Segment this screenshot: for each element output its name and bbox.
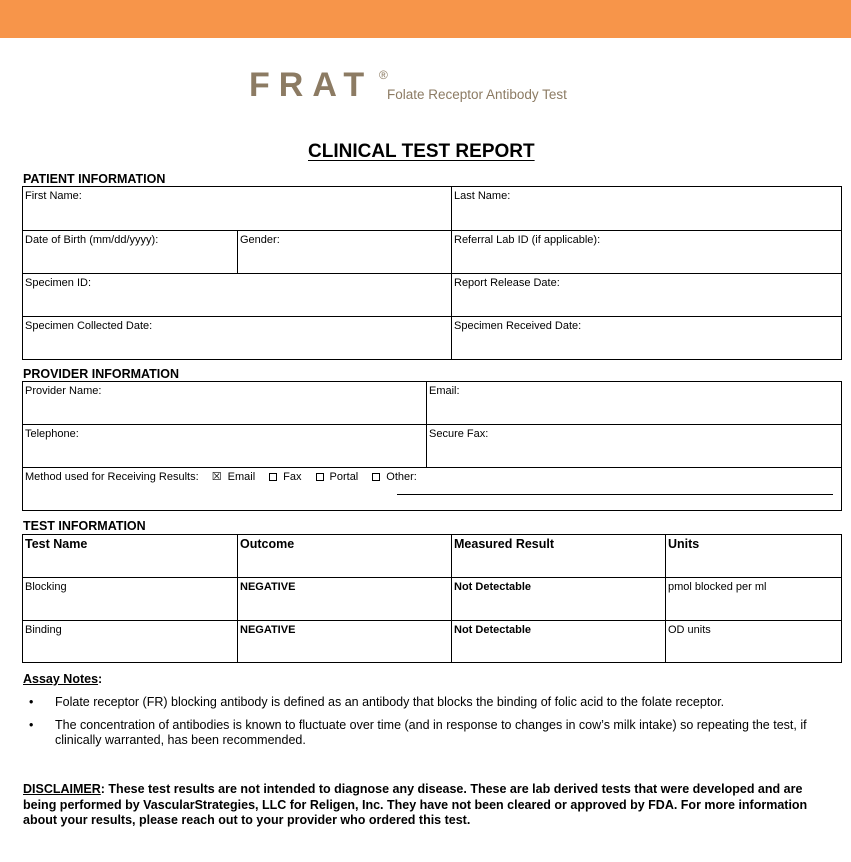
blocking-measured-result: Not Detectable [452,578,666,621]
method-option-fax[interactable] [269,471,301,483]
method-option-other[interactable] [372,471,417,483]
binding-test-name: Binding [23,621,238,663]
test-results-table [22,534,842,663]
first-name-field[interactable]: First Name: [23,187,452,231]
logo-registered-mark: ® [379,68,388,82]
report-release-date-field[interactable]: Report Release Date: [452,274,842,317]
assay-notes-colon: : [98,672,103,686]
portal-option-label: Portal [329,471,359,483]
gender-field[interactable]: Gender: [238,231,452,274]
logo-word: FRAT [249,66,374,104]
portal-checkbox[interactable] [316,473,324,481]
other-method-line[interactable] [397,494,833,495]
header-measured-result: Measured Result [452,535,666,578]
method-label: Method used for Receiving Results: [25,471,199,483]
logo-subtitle: Folate Receptor Antibody Test [387,87,567,102]
referral-lab-id-field[interactable]: Referral Lab ID (if applicable): [452,231,842,274]
binding-measured-result: Not Detectable [452,621,666,663]
fax-checkbox[interactable] [269,473,277,481]
last-name-field[interactable]: Last Name: [452,187,842,231]
method-option-email[interactable] [212,471,256,483]
binding-outcome: NEGATIVE [238,621,452,663]
other-checkbox[interactable] [372,473,380,481]
provider-table [22,381,842,511]
other-option-label: Other: [386,471,417,483]
dob-field[interactable]: Date of Birth (mm/dd/yyyy): [23,231,238,274]
list-item: • The concentration of antibodies is known to fluctuate over time (and in response to changes in cow’s milk intake) so repeating the test, if clinically warranted, has been recommended. [27,718,827,748]
disclaimer [23,782,838,829]
test-section-heading: TEST INFORMATION [23,519,146,533]
telephone-field[interactable]: Telephone: [23,425,427,468]
assay-notes-heading-text: Assay Notes [23,672,99,686]
blocking-outcome: NEGATIVE [238,578,452,621]
assay-notes-heading [23,672,102,686]
secure-fax-field[interactable]: Secure Fax: [427,425,842,468]
table-row [23,621,842,663]
patient-table [22,186,842,360]
patient-section-heading: PATIENT INFORMATION [23,172,166,186]
header-test-name: Test Name [23,535,238,578]
header-units: Units [666,535,842,578]
header-color-bar [0,0,851,38]
binding-units: OD units [666,621,842,663]
list-item: • Folate receptor (FR) blocking antibody is defined as an antibody that blocks the binding of folic acid to the folate receptor. [27,695,827,710]
provider-name-field[interactable]: Provider Name: [23,382,427,425]
email-option-label: Email [227,471,256,483]
specimen-received-date-field[interactable]: Specimen Received Date: [452,317,842,360]
result-method-row [23,468,842,511]
fax-option-label: Fax [283,471,302,483]
table-row [23,578,842,621]
specimen-id-field[interactable]: Specimen ID: [23,274,452,317]
blocking-units: pmol blocked per ml [666,578,842,621]
provider-email-field[interactable]: Email: [427,382,842,425]
page-title: CLINICAL TEST REPORT [308,141,535,162]
disclaimer-label: DISCLAIMER [23,782,101,796]
method-option-portal[interactable] [316,471,359,483]
blocking-test-name: Blocking [23,578,238,621]
header-outcome: Outcome [238,535,452,578]
email-checkbox[interactable]: ☒ [211,471,222,483]
specimen-collected-date-field[interactable]: Specimen Collected Date: [23,317,452,360]
provider-section-heading: PROVIDER INFORMATION [23,367,180,381]
assay-notes-list [27,695,827,756]
disclaimer-text: : These test results are not intended to diagnose any disease. These are lab derived tests that were developed and are being performed by VascularStrategies, LLC for Religen, Inc. They have not been cleared or approved by FDA. For more information about your results, please reach out to your provider who ordered this test. [23,782,808,827]
